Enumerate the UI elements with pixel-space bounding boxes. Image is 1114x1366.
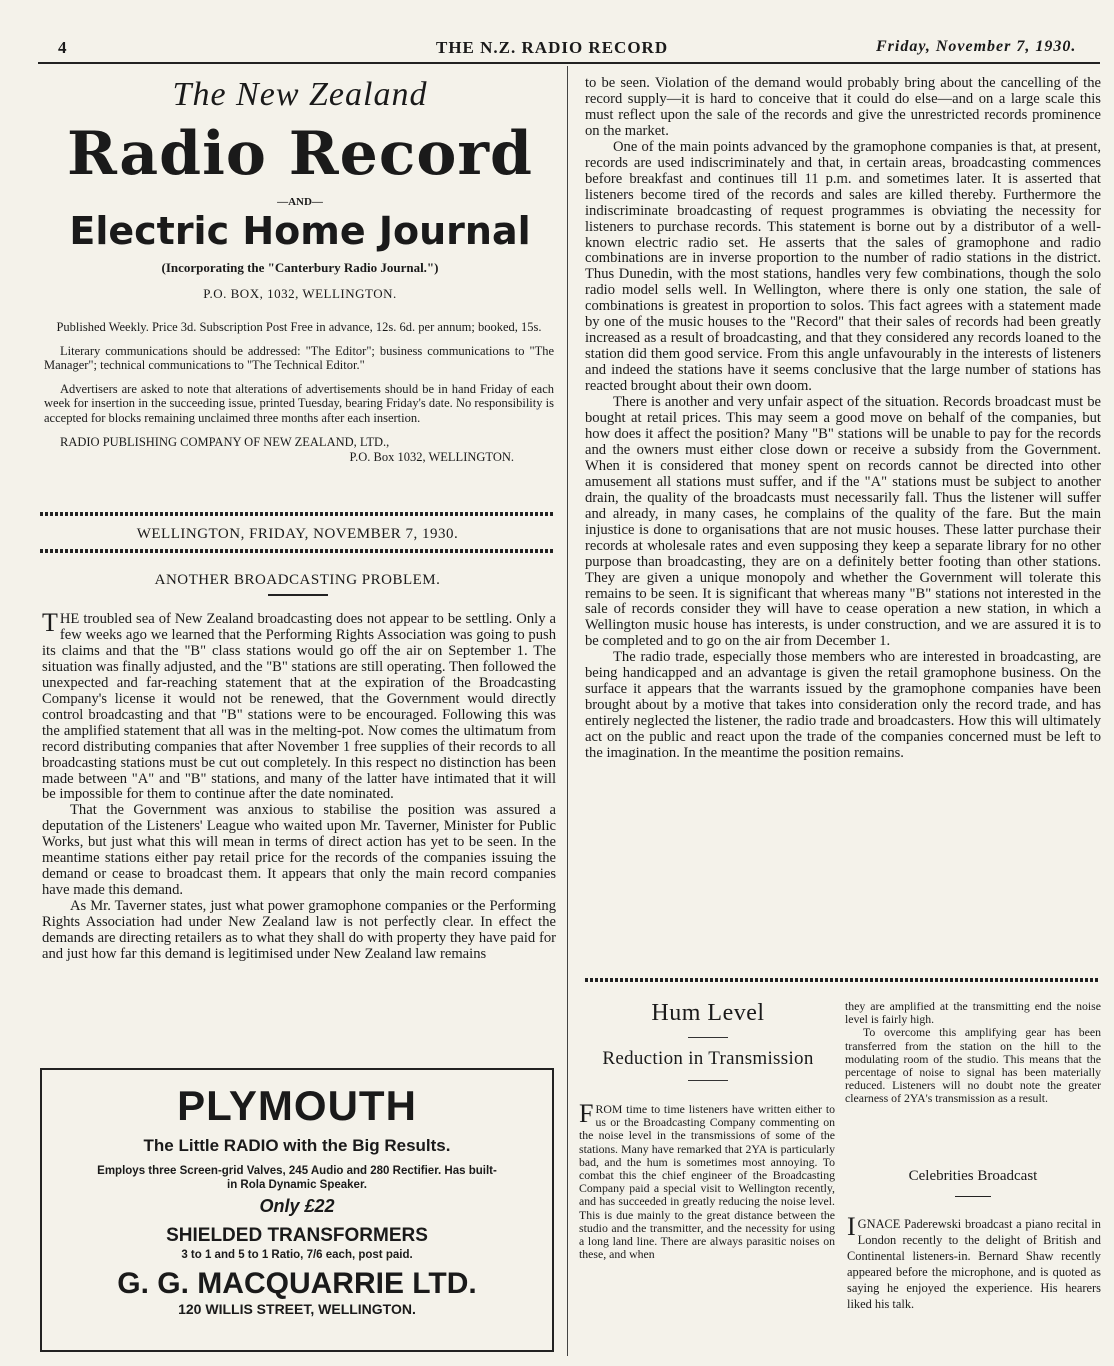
po-box: P.O. BOX, 1032, WELLINGTON.: [203, 286, 397, 301]
advert-product2: SHIELDED TRANSFORMERS: [166, 1225, 428, 1246]
continuation-para-4: The radio trade, especially those members who are interested in broadcasting, are being handicapped and an advantage is given the retail gramophone business. On the surface it appears that the warrants issued by the gramophone companies have been brought about by a motive that takes into consideration only the record trade, and has entirely neglected the listener, the radio trade and broadcasters. How this will ultimately act on the public and react upon the trade of the companies concerned must be left to the imagination. In the meantime the position remains.: [585, 649, 1101, 762]
masthead-title: Radio Record: [67, 119, 533, 189]
masthead-subtitle: Electric Home Journal: [69, 209, 531, 253]
hum-title-rule: [688, 1037, 728, 1038]
editorial-para-2: That the Government was anxious to stabilise the position was assured a deputation of the Listeners' League who waited upon Mr. Taverner, Minister for Public Works, but just what this will mean in terms of direct action has yet to be seen. In the meantime stations either pay retail price for the records of the companies issuing the demand or cease to broadcast them. It appears that only the main record companies have made this demand.: [42, 802, 556, 899]
editorial-title: ANOTHER BROADCASTING PROBLEM.: [154, 572, 441, 588]
celebrities-rule: [955, 1196, 991, 1197]
published-note: Published Weekly. Price 3d. Subscription Post Free in advance, 12s. 6d. per annum; booked, 15s.: [56, 320, 542, 334]
column-divider: [567, 66, 568, 1356]
editorial-continuation: [585, 76, 1101, 762]
masthead-notices: [44, 320, 554, 464]
hum-subtitle-rule: [688, 1080, 728, 1081]
masthead-line1: The New Zealand: [172, 76, 428, 113]
advert-brand: PLYMOUTH: [177, 1082, 417, 1129]
advert-company: G. G. MACQUARRIE LTD.: [117, 1267, 477, 1300]
advert-tagline: The Little RADIO with the Big Results.: [143, 1136, 451, 1155]
hum-para-1: FROM time to time listeners have written either to us or the Broadcasting Company commenting on the noise level in the transmissions of some of the stations. Many have remarked that 2YA is particularly bad, and the hum is sometimes most annoying. To combat this the chief engineer of the Broadcasting Company paid a special visit to Wellington recently, and has succeeded in greatly reducing the noise level. This is due mainly to the great distance between the studio and the transmitter, and the necessity for using a long land line. There are always parasitic noises on these, and when: [579, 1099, 835, 1262]
literary-note: Literary communications should be addressed: "The Editor"; business communications to "The Manager"; technical communications to "The Technical Editor.": [44, 343, 554, 372]
advert-product2-detail: 3 to 1 and 5 to 1 Ratio, 7/6 each, post paid.: [181, 1249, 413, 1261]
continuation-para-2: One of the main points advanced by the gramophone companies is that, at present, records are used indiscriminately and that, in certain areas, broadcasting commences before breakfast and continues till 11 p.m. and sometimes later. It is asserted that listeners become tired of the records and sales are killed thereby. Furthermore the indiscriminate broadcasting of request programmes is obviating the necessity for listeners to purchase records. This statement is borne out by a distributor of a well-known electric radio set. He asserts that the sales of gramophone and radio combinations are in inverse proportion to the number of radio stations in the district. Thus Dunedin, with the most stations, handles very few combinations, though the solo radio model sells well. In Wellington, where there is only one station, the sale of combinations is greatest in proportion to solos. This fact agrees with a statement made by one of the music houses to the "Record" that their sales of records had been greatly increased as a result of broadcasting, and that they considered any records loaned to the station did them good service. From this angle unfavourably in the interests of listeners and indeed the stations have it seems conclusive that the large number of stations has reacted brought about their own doom.: [585, 138, 1101, 395]
header-rule: [38, 62, 1100, 64]
dateline-rule-bottom: [40, 549, 555, 553]
masthead-and: —AND—: [277, 196, 323, 208]
title-underline: [268, 594, 328, 596]
plymouth-advert: [40, 1068, 554, 1352]
page-number: 4: [58, 38, 68, 57]
continuation-para-1: to be seen. Violation of the demand would probably bring about the cancelling of the record supply—it is hard to conceive that it could do else—and on a large scale this must reflect upon the sale of the records and give the unrestricted records prominence on the market.: [585, 75, 1101, 139]
editorial-body: [42, 608, 556, 963]
incorporating-note: (Incorporating the "Canterbury Radio Journal."): [161, 260, 439, 275]
advert-spec: Employs three Screen-grid Valves, 245 Audio and 280 Rectifier. Has built-in Rola Dynamic Speaker.: [97, 1165, 497, 1191]
company-address: P.O. Box 1032, WELLINGTON.: [349, 449, 514, 464]
celebrities-body: [847, 1212, 1101, 1312]
section-rule: [585, 978, 1100, 982]
hum-body: [579, 1099, 835, 1262]
hum-continuation: [845, 1000, 1101, 1106]
hum-continuation-1: they are amplified at the transmitting end the noise level is fairly high.: [845, 999, 1101, 1027]
company-name: RADIO PUBLISHING COMPANY OF NEW ZEALAND, LTD.,: [60, 435, 390, 449]
hum-continuation-2: To overcome this amplifying gear has been transferred from the station on the hill to the modulating room of the studio. This means that the percentage of noise to signal has been materially reduced. Listeners will no doubt note the greater clearness of 2YA's transmission as a result.: [845, 1025, 1101, 1106]
masthead: [40, 76, 560, 302]
advertisers-note: Advertisers are asked to note that alterations of advertisements should be in hand Friday of each week for insertion in the succeeding issue, printed Tuesday, bearing Friday's date. No responsibility is accepted for blocks remaining unclaimed three months after each insertion.: [44, 381, 554, 425]
hum-subtitle: Reduction in Transmission: [602, 1048, 814, 1069]
celebrities-title: Celebrities Broadcast: [908, 1168, 1038, 1184]
hum-title: Hum Level: [651, 1000, 765, 1026]
continuation-para-3: There is another and very unfair aspect of the situation. Records broadcast must be bought at retail prices. This may seem a good move on behalf of the companies, but how does it affect the position? Many "B" stations will be unable to pay for the records and the owners must either close down or receive a subsidy from the Government. When it is considered that money spent on records cannot be directed into other amusement all stations must suffer, and if the "A" stations must be subject to another drain, the quality of the broadcasts must necessarily fall. Thus the listener will suffer and already, in many cases, he complains of the quality of the fare. But the main injustice is done to organisations that are not music houses. These latter purchase their records at wholesale rates and even supposing they keep a separate library for no other purpose than broadcasting, they are on a definitely better footing than other stations. They are given a unique monopoly and whether the Government will tolerate this remains to be seen. It is significant that whereas many "B" stations not interested in the sale of records consider they will have to cease operation a new station, in which a Wellington music house has interests, is under construction, and we are assured it is to be completed and to go on the air from December 1.: [585, 394, 1101, 650]
editorial-para-1: THE troubled sea of New Zealand broadcasting does not appear to be settling. Only a few weeks ago we learned that the Performing Rights Association was going to push its claims and that the "B" class stations would go off the air on September 1. The situation was finally adjusted, and the "B" stations are still operating. Then followed the unexpected and far-reaching statement that at the expiration of the Broadcasting Company's license it would not be renewed, that the Government would directly control broadcasting and that "B" stations were to be encouraged. Following this was the amplified statement that all was in the melting-pot. Now comes the ultimatum from record distributing companies that after November 1 free supplies of their records to all broadcasting stations must be cut out completely. In this respect no distinction has been made between "A" and "B" stations, and many of the latter have intimated that it will be impossible for them to continue after the date nominated.: [42, 608, 556, 803]
dateline-rule-top: [40, 512, 555, 516]
publication-title: THE N.Z. RADIO RECORD: [436, 38, 669, 57]
issue-date: Friday, November 7, 1930.: [876, 38, 1077, 55]
hum-article-heading: [576, 1000, 840, 1081]
editorial-para-3: As Mr. Taverner states, just what power gramophone companies or the Performing Rights Association had under New Zealand law is not perfectly clear. In effect the demands are directing retailers as to what they shall do with property they have paid for and just how far this demand is legitimised under New Zealand law remains: [42, 898, 556, 963]
advert-address: 120 WILLIS STREET, WELLINGTON.: [178, 1301, 416, 1317]
dateline: WELLINGTON, FRIDAY, NOVEMBER 7, 1930.: [136, 526, 459, 542]
advert-price: Only £22: [259, 1196, 335, 1216]
celebrities-para: IGNACE Paderewski broadcast a piano recital in London recently to the delight of British and Continental listeners-in. Bernard Shaw recently appeared before the microphone, and is quoted as saying he enjoyed the experience. His hearers liked his talk.: [847, 1212, 1101, 1311]
